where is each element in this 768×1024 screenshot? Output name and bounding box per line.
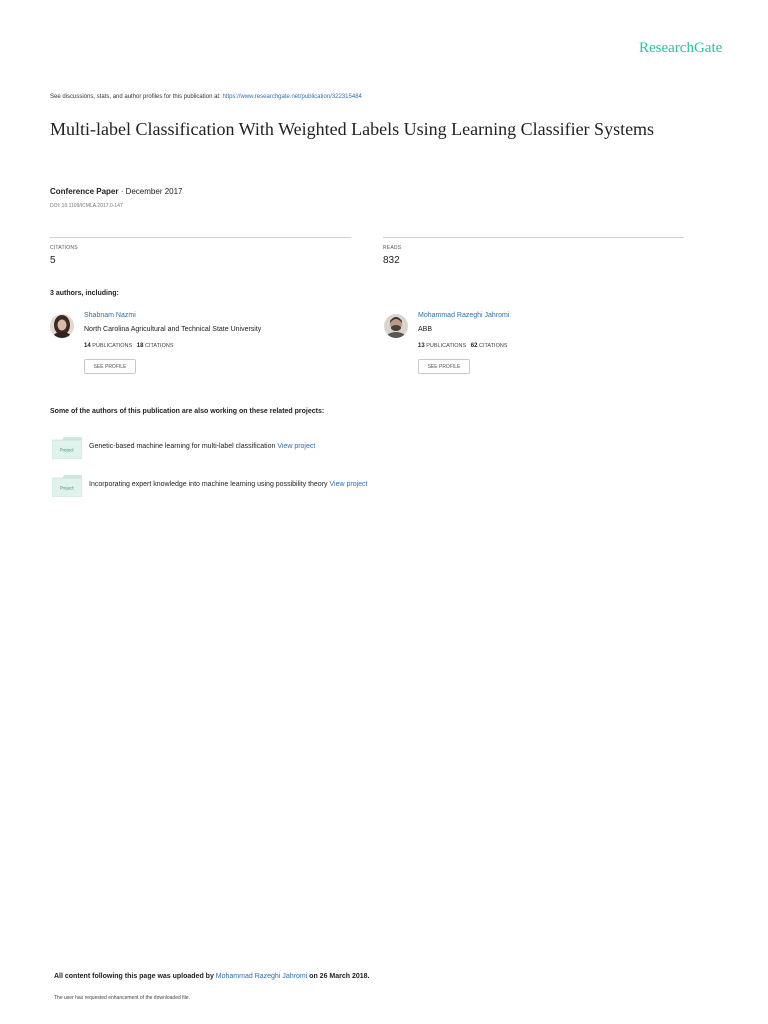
project-title: Genetic-based machine learning for multi-label classification bbox=[89, 443, 278, 450]
see-profile-button[interactable]: SEE PROFILE bbox=[418, 359, 470, 374]
project-icon-label: Project bbox=[60, 447, 74, 453]
see-profile-button[interactable]: SEE PROFILE bbox=[84, 359, 136, 374]
project-text bbox=[89, 443, 315, 450]
author-stats bbox=[418, 343, 507, 349]
publication-title: Multi-label Classification With Weighted Labels Using Learning Classifier Systems bbox=[50, 119, 655, 139]
author-name-link[interactable]: Shabnam Nazmi bbox=[84, 312, 136, 319]
author-name-link[interactable]: Mohammad Razeghi Jahromi bbox=[418, 312, 510, 319]
view-project-link[interactable]: View project bbox=[329, 481, 368, 488]
avatar-photo-icon bbox=[384, 314, 408, 338]
author-citations-count: 18 bbox=[136, 343, 144, 349]
publication-date: · December 2017 bbox=[118, 187, 183, 196]
project-text bbox=[89, 481, 368, 488]
publication-type: Conference Paper bbox=[50, 187, 119, 196]
author-publications-label: PUBLICATIONS bbox=[424, 343, 467, 349]
author-avatar[interactable] bbox=[50, 314, 74, 338]
author-institution: North Carolina Agricultural and Technical State University bbox=[84, 326, 262, 333]
author-card bbox=[50, 312, 350, 382]
upload-suffix: on 26 March 2018. bbox=[307, 973, 370, 980]
author-stats bbox=[84, 343, 173, 349]
author-publications-label: PUBLICATIONS bbox=[90, 343, 133, 349]
author-card bbox=[384, 312, 684, 382]
project-icon-label: Project bbox=[60, 485, 74, 491]
reads-label: READS bbox=[383, 245, 402, 251]
enhancement-note: The user has requested enhancement of the downloaded file. bbox=[54, 995, 190, 1001]
researchgate-logo[interactable]: ResearchGate bbox=[639, 40, 723, 56]
uploader-link[interactable]: Mohammad Razeghi Jahromi bbox=[215, 973, 308, 980]
reads-divider bbox=[383, 237, 684, 238]
author-publications-count: 13 bbox=[418, 343, 425, 349]
author-publications-count: 14 bbox=[84, 343, 91, 349]
upload-prefix: All content following this page was uploaded by bbox=[54, 973, 216, 980]
citations-divider bbox=[50, 237, 351, 238]
related-projects-heading: Some of the authors of this publication are also working on these related projects: bbox=[50, 408, 325, 415]
project-folder-icon bbox=[52, 437, 82, 459]
publication-doi: DOI: 10.1109/ICMLA.2017.0-147 bbox=[50, 203, 123, 209]
author-avatar[interactable] bbox=[384, 314, 408, 338]
publication-type-line bbox=[50, 187, 183, 196]
discussions-text: See discussions, stats, and author profiles for this publication at: bbox=[50, 94, 223, 100]
upload-notice bbox=[54, 973, 370, 980]
citations-label: CITATIONS bbox=[50, 245, 78, 251]
author-citations-label: CITATIONS bbox=[143, 343, 174, 349]
publication-url-link[interactable]: https://www.researchgate.net/publication/322315484 bbox=[222, 94, 362, 100]
citations-value: 5 bbox=[50, 255, 56, 266]
avatar-photo-icon bbox=[50, 314, 74, 338]
reads-value: 832 bbox=[383, 255, 400, 266]
authors-heading: 3 authors, including: bbox=[50, 290, 119, 297]
author-institution: ABB bbox=[418, 326, 433, 333]
view-project-link[interactable]: View project bbox=[277, 443, 316, 450]
project-folder-icon bbox=[52, 475, 82, 497]
author-citations-label: CITATIONS bbox=[477, 343, 508, 349]
author-citations-count: 62 bbox=[470, 343, 478, 349]
project-title: Incorporating expert knowledge into machine learning using possibility theory bbox=[89, 481, 330, 488]
discussions-line bbox=[50, 94, 362, 100]
